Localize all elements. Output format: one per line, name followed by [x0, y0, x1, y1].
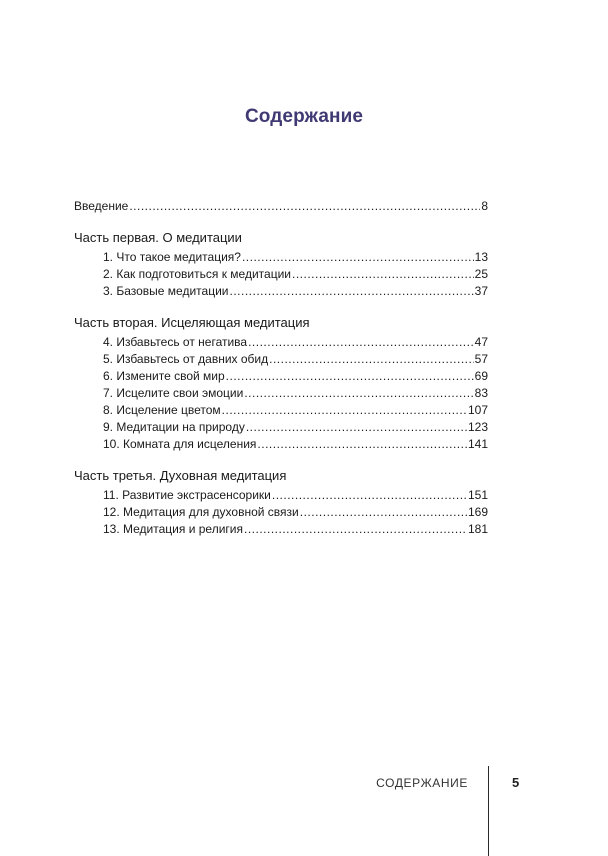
- toc-entry-chapter-13[interactable]: [74, 521, 488, 538]
- toc-entry-page: 141: [467, 437, 488, 451]
- toc-entry-title: 11. Развитие экстрасенсорики: [103, 488, 271, 502]
- dot-leader: [129, 198, 480, 215]
- toc-entry-title: 8. Исцеление цветом: [103, 403, 221, 417]
- part-heading: Часть третья. Духовная медитация: [74, 468, 287, 483]
- toc-entry-page: 25: [474, 267, 488, 281]
- toc-entry-page: 47: [474, 335, 488, 349]
- dot-leader: [244, 521, 467, 538]
- toc-entry-page: 151: [467, 488, 488, 502]
- toc-entry-page: 107: [467, 403, 488, 417]
- toc-entry-chapter-4[interactable]: [74, 334, 488, 351]
- toc-entry-chapter-5[interactable]: [74, 351, 488, 368]
- running-footer-section: СОДЕРЖАНИЕ: [376, 776, 468, 790]
- toc-entry-title: 4. Избавьтесь от негатива: [103, 335, 248, 349]
- toc-entry-title: 3. Базовые медитации: [103, 284, 229, 298]
- toc-entry-title: 2. Как подготовиться к медитации: [103, 267, 291, 281]
- toc-entry-page: 37: [474, 284, 488, 298]
- toc-entry-title: 12. Медитация для духовной связи: [103, 505, 299, 519]
- toc-entry-page: 83: [474, 386, 488, 400]
- toc-entry-chapter-11[interactable]: [74, 487, 488, 504]
- dot-leader: [248, 334, 474, 351]
- footer-divider: [488, 766, 489, 856]
- toc-entry-chapter-10[interactable]: [74, 436, 488, 453]
- dot-leader: [257, 436, 467, 453]
- toc-entry-title: 13. Медитация и религия: [103, 522, 243, 536]
- page-number: 5: [512, 775, 520, 790]
- toc-entry-title: 9. Медитации на природу: [103, 420, 245, 434]
- toc-entry-title: 6. Измените свой мир: [103, 369, 225, 383]
- dot-leader: [226, 368, 474, 385]
- dot-leader: [244, 385, 473, 402]
- dot-leader: [229, 283, 473, 300]
- part-heading: Часть первая. О медитации: [74, 230, 242, 245]
- dot-leader: [269, 351, 474, 368]
- toc-entry-page: 169: [467, 505, 488, 519]
- toc-entry-title: 1. Что такое медитация?: [103, 250, 241, 264]
- toc-entry-chapter-7[interactable]: [74, 385, 488, 402]
- toc-entry-page: 57: [474, 352, 488, 366]
- toc-entry-page: 13: [474, 250, 488, 264]
- toc-entry-chapter-6[interactable]: [74, 368, 488, 385]
- page-title: Содержание: [244, 106, 364, 127]
- toc-entry-page: 181: [467, 522, 488, 536]
- toc-entry-introduction[interactable]: [74, 198, 488, 215]
- toc-entry-title: 7. Исцелите свои эмоции: [103, 386, 244, 400]
- part-heading: Часть вторая. Исцеляющая медитация: [74, 315, 310, 330]
- dot-leader: [300, 504, 467, 521]
- toc-entry-chapter-12[interactable]: [74, 504, 488, 521]
- toc-entry-title: Введение: [74, 199, 129, 213]
- dot-leader: [292, 266, 474, 283]
- toc-entry-chapter-2[interactable]: [74, 266, 488, 283]
- dot-leader: [272, 487, 467, 504]
- toc-entry-chapter-8[interactable]: [74, 402, 488, 419]
- dot-leader: [242, 249, 474, 266]
- toc-entry-chapter-1[interactable]: [74, 249, 488, 266]
- toc-entry-chapter-9[interactable]: [74, 419, 488, 436]
- toc-entry-title: 5. Избавьтесь от давних обид: [103, 352, 269, 366]
- dot-leader: [222, 402, 467, 419]
- toc-entry-page: 69: [474, 369, 488, 383]
- toc-entry-page: 123: [467, 420, 488, 434]
- toc-entry-page: 8: [481, 199, 488, 213]
- table-of-contents: [74, 198, 488, 538]
- dot-leader: [246, 419, 467, 436]
- toc-entry-chapter-3[interactable]: [74, 283, 488, 300]
- toc-entry-title: 10. Комната для исцеления: [103, 437, 257, 451]
